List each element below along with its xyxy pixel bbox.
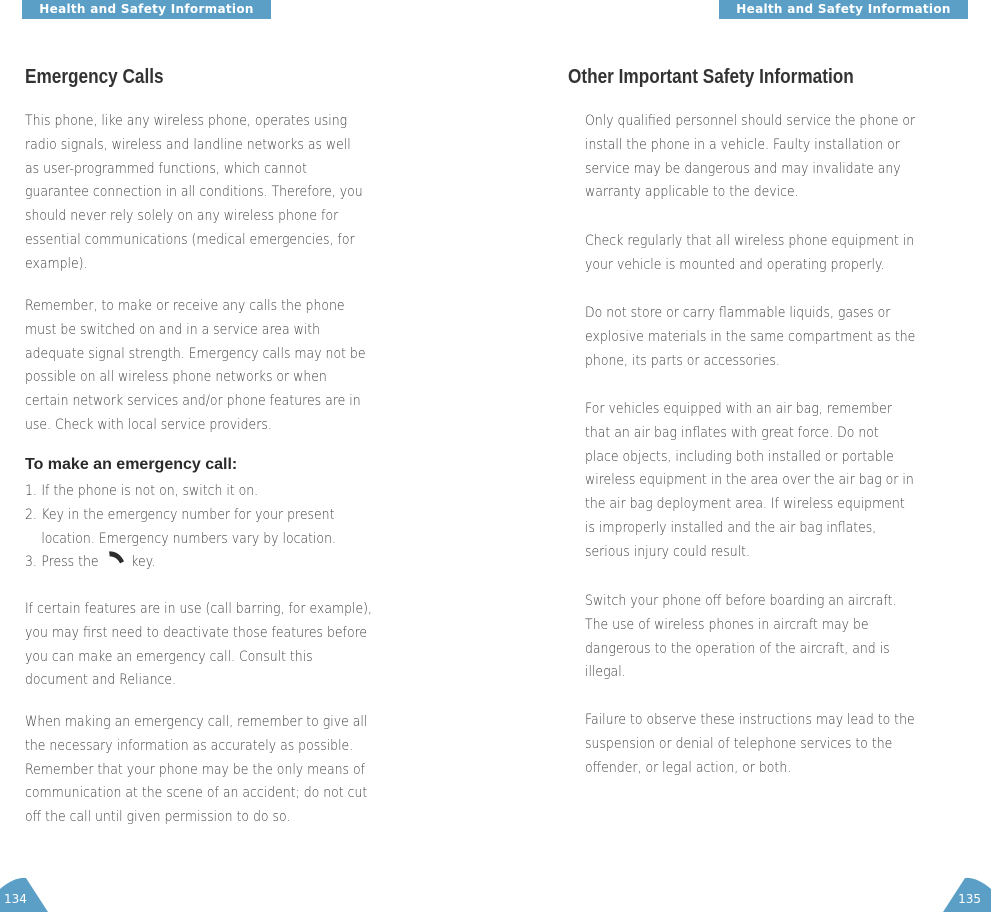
text-line: you may first need to deactivate those features before: [25, 624, 368, 641]
header-tab-right: Health and Safety Information: [719, 0, 968, 19]
text-line: document and Reliance.: [25, 672, 177, 689]
step-text: Press the: [41, 554, 99, 571]
paragraph-failure: [585, 709, 915, 780]
text-line: Remember that your phone may be the only means of: [25, 761, 366, 778]
text-line: warranty applicable to the device.: [585, 184, 799, 201]
step-text: Key in the emergency number for your present: [41, 506, 335, 523]
send-key-icon: [102, 551, 128, 567]
text-line: Switch your phone off before boarding an aircraft.: [585, 593, 897, 609]
text-line: as user-programmed functions, which cannot: [25, 160, 307, 177]
text-line: the air bag deployment area. If wireless equipment: [585, 496, 905, 513]
text-line: possible on all wireless phone networks or when: [25, 369, 327, 386]
text-line: explosive materials in the same compartment as the: [585, 328, 916, 345]
right-page: [568, 0, 968, 912]
text-line: When making an emergency call, remember to give all: [25, 714, 368, 730]
text-line: Failure to observe these instructions may lead to the: [585, 712, 915, 728]
text-line: For vehicles equipped with an air bag, remember: [585, 401, 892, 417]
text-line: Do not store or carry flammable liquids, gases or: [585, 305, 891, 321]
text-line: that an air bag inflates with great force. Do not: [585, 424, 879, 441]
emergency-call-subheading: To make an emergency call:: [25, 456, 238, 473]
text-line: This phone, like any wireless phone, operates using: [25, 113, 348, 129]
left-page: [25, 0, 435, 912]
text-line: essential communications (medical emergencies, for: [25, 231, 355, 248]
step-item: [25, 551, 336, 575]
page-number-left: 134: [4, 892, 27, 906]
text-line: wireless equipment in the area over the air bag or in: [585, 472, 914, 489]
emergency-calls-title: Emergency Calls: [25, 66, 164, 88]
paragraph-switched-on: [25, 295, 366, 438]
text-line: guarantee connection in all conditions. Therefore, you: [25, 184, 363, 201]
text-line: use. Check with local service providers.: [25, 416, 272, 433]
text-line: Check regularly that all wireless phone equipment in: [585, 233, 915, 249]
step-number: 1.: [25, 483, 37, 499]
text-line: illegal.: [585, 664, 626, 681]
text-line: should never rely solely on any wireless phone for: [25, 208, 339, 225]
text-line: communication at the scene of an accident; do not cut: [25, 785, 368, 802]
paragraph-deactivate-features: [25, 598, 372, 693]
text-line: Remember, to make or receive any calls the phone: [25, 298, 345, 314]
text-line: offender, or legal action, or both.: [585, 759, 792, 776]
step-text: If the phone is not on, switch it on.: [41, 483, 259, 499]
text-line: If certain features are in use (call barring, for example),: [25, 601, 372, 617]
paragraph-aircraft: [585, 590, 896, 685]
step-item: [25, 504, 336, 552]
text-line: radio signals, wireless and landline networks as well: [25, 136, 351, 153]
text-line: example).: [25, 255, 88, 272]
text-line: you can make an emergency call. Consult this: [25, 648, 313, 665]
text-line: The use of wireless phones in aircraft may be: [585, 616, 869, 633]
paragraph-flammable: [585, 302, 915, 373]
text-line: the necessary information as accurately as possible.: [25, 737, 354, 754]
paragraph-check-equipment: [585, 230, 914, 278]
text-line: dangerous to the operation of the aircraft, and is: [585, 640, 890, 657]
text-line: your vehicle is mounted and operating properly.: [585, 256, 885, 273]
paragraph-qualified-personnel: [585, 110, 915, 205]
step-text: location. Emergency numbers vary by location.: [41, 530, 336, 547]
step-text: key.: [131, 554, 156, 571]
step-item: [25, 480, 336, 504]
paragraph-information: [25, 711, 367, 830]
text-line: is improperly installed and the air bag inflates,: [585, 519, 877, 536]
step-number: 3.: [25, 554, 37, 571]
other-safety-title: Other Important Safety Information: [568, 66, 854, 88]
text-line: phone, its parts or accessories.: [585, 352, 780, 369]
paragraph-air-bag: [585, 398, 914, 565]
text-line: service may be dangerous and may invalidate any: [585, 160, 901, 177]
text-line: serious injury could result.: [585, 543, 750, 560]
page-number-right: 135: [958, 892, 981, 906]
text-line: install the phone in a vehicle. Faulty installation or: [585, 136, 900, 153]
emergency-steps-list: [25, 480, 336, 575]
header-tab-left: Health and Safety Information: [22, 0, 271, 19]
text-line: must be switched on and in a service area with: [25, 321, 321, 338]
text-line: off the call until given permission to do so.: [25, 809, 291, 826]
text-line: Only qualified personnel should service the phone or: [585, 113, 916, 129]
paragraph-reliance-warning: [25, 110, 363, 277]
text-line: place objects, including both installed or portable: [585, 448, 894, 465]
text-line: certain network services and/or phone features are in: [25, 393, 361, 410]
step-number: 2.: [25, 506, 37, 523]
text-line: suspension or denial of telephone services to the: [585, 735, 893, 752]
text-line: adequate signal strength. Emergency calls may not be: [25, 345, 366, 362]
